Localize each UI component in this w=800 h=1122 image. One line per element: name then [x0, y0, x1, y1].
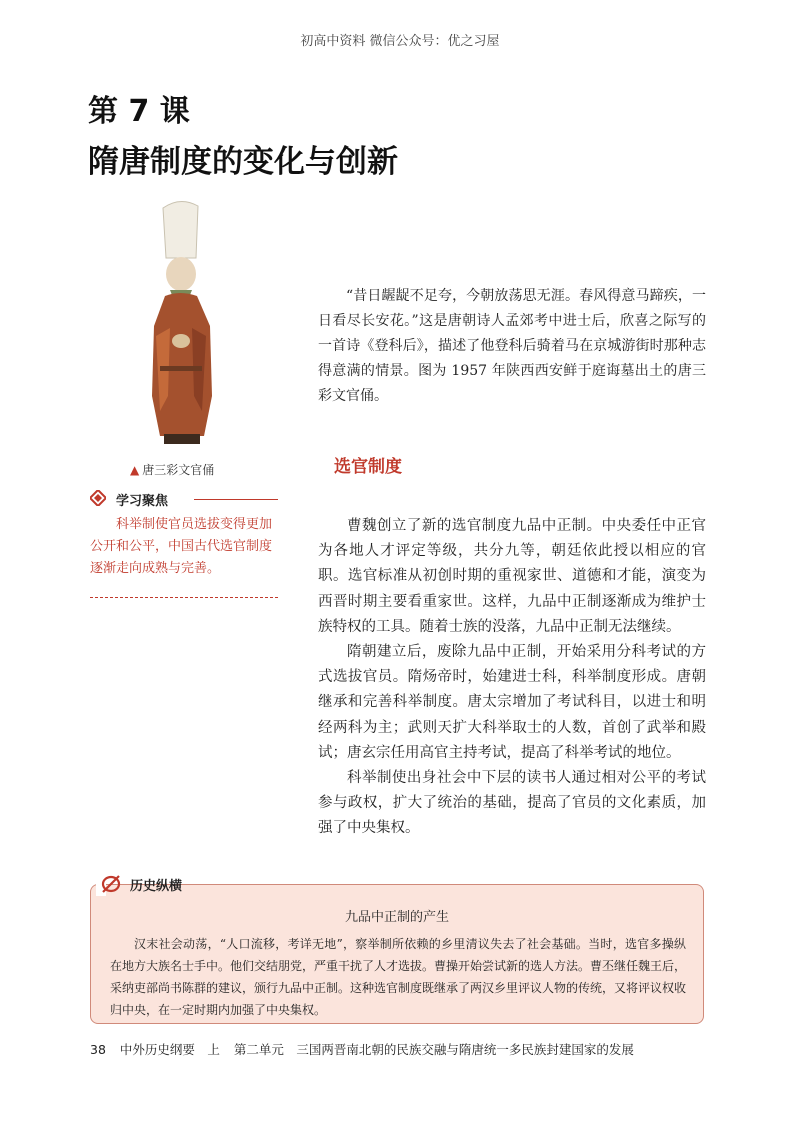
sidebox-label: 历史纵横	[130, 879, 183, 894]
focus-diamond-icon	[90, 490, 106, 506]
page-footer	[90, 1040, 644, 1058]
learning-focus-label: 学习聚焦	[116, 494, 169, 509]
page-header: 初高中资料 微信公众号：优之习屋	[300, 34, 500, 49]
lesson-title: 隋唐制度的变化与创新	[88, 144, 398, 180]
history-icon	[100, 874, 122, 894]
body-paragraph: 科举制使出身社会中下层的读书人通过相对公平的考试参与政权，扩大了统治的基础，提高了官员的文化素质，加强了中央集权。	[318, 770, 706, 837]
triangle-marker-icon: ▲	[130, 463, 140, 477]
figure-caption: ▲ 唐三彩文官俑	[130, 463, 215, 477]
sidebox-title: 九品中正制的产生	[344, 910, 449, 925]
learning-focus-text: 科举制使官员选拔变得更加公开和公平，中国古代选官制度逐渐走向成熟与完善。	[90, 517, 273, 576]
unit-title: 第二单元 三国两晋南北朝的民族交融与隋唐统一多民族封建国家的发展	[233, 1042, 634, 1057]
body-text	[318, 514, 706, 842]
body-paragraph: 隋朝建立后，废除九品中正制，开始采用分科考试的方式选拔官员。隋炀帝时，始建进士科，科举制度形成。唐朝继承和完善科举制度。唐太宗增加了考试科目，以进士和明经两科为主；武则天扩大科举取士的人数，首创了武举和殿试；唐玄宗任用高官主持考试，提高了科举考试的地位。	[318, 644, 706, 761]
body-paragraph: 曹魏创立了新的选官制度九品中正制。中央委任中正官为各地人才评定等级，共分九等，朝廷依此授以相应的官职。选官标准从初创时期的重视家世、道德和才能，演变为西晋时期主要看重家世。这样，九品中正制逐渐成为维护士族特权的工具。随着士族的没落，九品中正制无法继续。	[318, 518, 706, 635]
focus-dashed-divider	[90, 597, 278, 598]
lesson-number: 第 7 课	[88, 94, 190, 129]
book-title: 中外历史纲要 上	[119, 1042, 220, 1057]
focus-divider	[194, 499, 278, 500]
sidebox-text: 汉末社会动荡，“人口流移，考详无地”，察举制所依赖的乡里清议失去了社会基础。当时，选官多操纵在地方大族名士手中。他们交结朋党，严重干扰了人才选拔。曹操开始尝试新的选人方法。曹丕继任魏王后，采纳吏部尚书陈群的建议，颁行九品中正制。这种选官制度既继承了两汉乡里评议人物的传统，又将评议权收归中央，在一定时期内加强了中央集权。	[110, 937, 687, 1017]
learning-focus-header	[90, 489, 278, 509]
section-title: 选官制度	[334, 457, 402, 477]
sidebox-header	[96, 872, 183, 896]
page-number: 38	[90, 1042, 106, 1057]
intro-paragraph: “昔日龌龊不足夸，今朝放荡思无涯。春风得意马蹄疾，一日看尽长安花。”这是唐朝诗人孟郊考中进士后，欣喜之际写的一首诗《登科后》，描述了他登科后骑着马在京城游街时那种志得意满的情景。图为 1957 年陕西西安鲜于庭诲墓出土的唐三彩文官俑。	[318, 288, 706, 404]
figurine-image	[130, 196, 230, 451]
